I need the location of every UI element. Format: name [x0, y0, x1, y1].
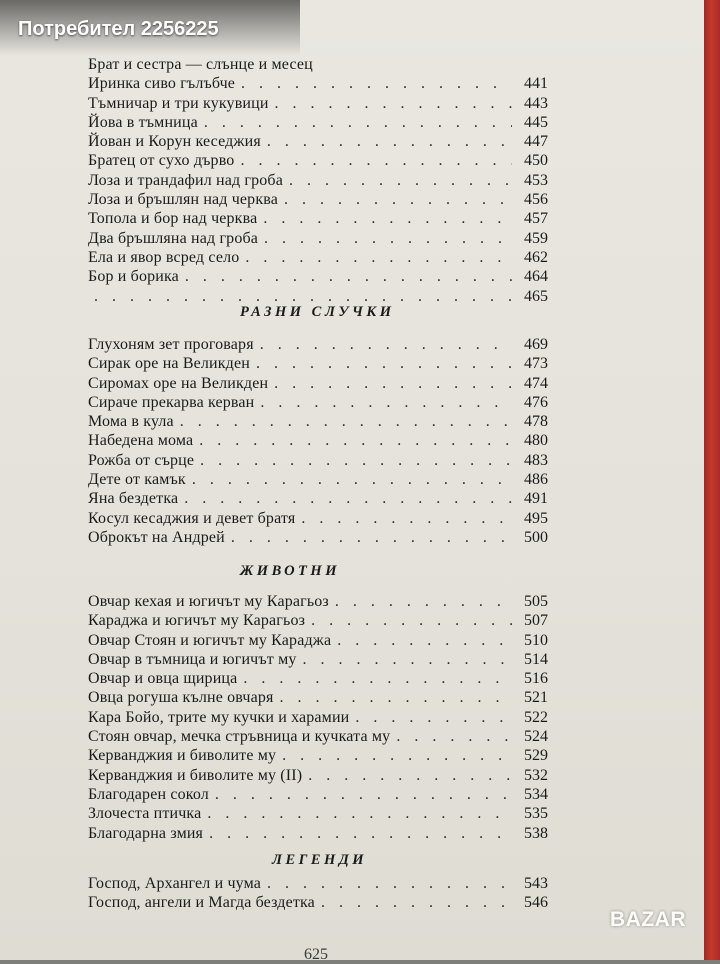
toc-entry: [88, 592, 548, 611]
toc-entry-page: 505: [524, 593, 548, 610]
section-heading-zhivotni: ЖИВОТНИ: [240, 563, 340, 579]
dot-leader: [261, 132, 512, 151]
dot-leader: [278, 190, 512, 209]
toc-entry-title: Глухоням зет проговаря: [88, 336, 254, 353]
toc-entry-title: Косул кесаджия и девет братя: [88, 509, 296, 527]
toc-entry: [88, 209, 548, 228]
toc-entry-page: 465: [524, 287, 548, 305]
toc-entry-page: 462: [524, 248, 548, 266]
toc-entry: [88, 94, 548, 113]
toc-entry-page: 459: [524, 229, 548, 247]
toc-entry: [88, 132, 548, 151]
dot-leader: [250, 354, 512, 373]
toc-entry: [88, 55, 548, 74]
toc-entry-page: 495: [524, 509, 548, 527]
toc-entry-page: 486: [524, 471, 548, 489]
toc-entry-page: 447: [524, 133, 548, 151]
toc-entry: [88, 287, 548, 306]
toc-entry-title: Сираче прекарва керван: [88, 393, 255, 411]
dot-leader: [331, 631, 512, 650]
toc-entry-page: 538: [524, 824, 548, 842]
dot-leader: [234, 151, 512, 170]
toc-section-razni-sluchki: [88, 335, 548, 547]
toc-entry: [88, 74, 548, 93]
toc-entry: [88, 785, 548, 804]
toc-entry: [88, 151, 548, 170]
toc-entry-title: Сиромах оре на Великден: [88, 374, 269, 392]
toc-entry-title: Керванджия и биволите му: [88, 747, 277, 765]
toc-entry-title: Тъмничар и три кукувици: [88, 94, 269, 112]
dot-leader: [329, 592, 512, 611]
toc-entry-title: Благодарна змия: [88, 824, 204, 842]
toc-entry: [88, 451, 548, 470]
user-badge: Потребител 2256225: [0, 0, 300, 56]
toc-entry-page: 529: [524, 747, 548, 765]
dot-leader: [297, 650, 512, 669]
toc-entry-title: Брат и сестра — слънце и месец: [88, 56, 313, 73]
dot-leader: [295, 509, 512, 528]
toc-entry-page: 483: [524, 451, 548, 469]
dot-leader: [283, 171, 512, 190]
toc-entry-title: Рожба от сърце: [88, 451, 195, 469]
toc-entry-page: 522: [524, 708, 548, 726]
toc-entry-page: 441: [524, 75, 548, 93]
toc-entry: [88, 374, 548, 393]
toc-entry-title: Караджа и югичът му Карагьоз: [88, 612, 306, 630]
toc-entry-title: Йова в тъмница: [88, 113, 198, 131]
toc-entry-title: Набедена мома: [88, 432, 194, 450]
toc-entry-title: Братец от сухо дърво: [88, 152, 235, 170]
toc-entry-title: Овца рогуша кълне овчаря: [88, 689, 274, 707]
dot-leader: [235, 74, 512, 93]
toc-entry-page: 445: [524, 113, 548, 131]
dot-leader: [237, 669, 512, 688]
toc-entry-page: 474: [524, 374, 548, 392]
toc-section-continued: [88, 55, 548, 306]
dot-leader: [225, 528, 512, 547]
toc-entry-title: Овчар Стоян и югичът му Караджа: [88, 631, 332, 649]
toc-entry-page: 443: [524, 94, 548, 112]
dot-leader: [254, 393, 512, 412]
toc-entry: [88, 470, 548, 489]
toc-entry: [88, 190, 548, 209]
dot-leader: [269, 94, 512, 113]
toc-entry-page: 507: [524, 612, 548, 630]
toc-entry: [88, 727, 548, 746]
toc-entry: [88, 335, 548, 354]
toc-entry-page: 535: [524, 805, 548, 823]
book-cover-edge: [704, 0, 720, 960]
dot-leader: [186, 470, 512, 489]
toc-entry: [88, 893, 548, 912]
toc-entry-page: 516: [524, 670, 548, 688]
dot-leader: [274, 688, 512, 707]
toc-entry-page: 457: [524, 210, 548, 228]
dot-leader: [209, 785, 512, 804]
dot-leader: [198, 113, 512, 132]
toc-entry-title: Сирак оре на Великден: [88, 355, 250, 373]
toc-entry-page: 476: [524, 393, 548, 411]
toc-entry-title: Лоза и бръшлян над черква: [88, 191, 278, 209]
toc-entry-title: Керванджия и биволите му (II): [88, 766, 303, 784]
toc-entry-page: 480: [524, 432, 548, 450]
toc-entry: [88, 248, 548, 267]
dot-leader: [261, 874, 512, 893]
dot-leader: [203, 824, 512, 843]
toc-entry-page: 464: [524, 268, 548, 286]
toc-entry: [88, 611, 548, 630]
toc-entry-title: Кара Бойо, трите му кучки и харамии: [88, 708, 350, 726]
dot-leader: [174, 412, 512, 431]
dot-leader: [257, 209, 512, 228]
toc-entry-title: Йован и Корун кеседжия: [88, 133, 261, 151]
dot-leader: [305, 611, 512, 630]
toc-entry: [88, 824, 548, 843]
toc-entry-title: Злочеста птичка: [88, 805, 202, 823]
toc-entry: [88, 631, 548, 650]
toc-entry: [88, 412, 548, 431]
toc-entry-title: Господ, ангели и Магда бездетка: [88, 894, 315, 912]
toc-entry: [88, 746, 548, 765]
watermark-logo: [610, 908, 710, 948]
dot-leader: [349, 708, 512, 727]
dot-leader: [390, 727, 512, 746]
toc-entry-title: Иринка сиво гълъбче: [88, 75, 236, 93]
toc-entry: [88, 766, 548, 785]
toc-section-zhivotni: [88, 592, 548, 843]
toc-entry-page: 500: [524, 528, 548, 546]
toc-entry: [88, 354, 548, 373]
dot-leader: [193, 431, 512, 450]
toc-entry: [88, 688, 548, 707]
watermark-text: BAZAR: [610, 908, 686, 931]
dot-leader: [88, 287, 512, 306]
toc-entry-title: Топола и бор над черква: [88, 210, 258, 228]
toc-entry: [88, 393, 548, 412]
toc-entry-title: Овчар и овца щирица: [88, 670, 238, 688]
toc-entry-page: 453: [524, 171, 548, 189]
dot-leader: [178, 489, 512, 508]
toc-entry: [88, 113, 548, 132]
toc-entry-page: 456: [524, 191, 548, 209]
toc-entry-title: Стоян овчар, мечка стръвница и кучката му: [88, 728, 391, 746]
toc-entry-page: 532: [524, 766, 548, 784]
toc-entry-title: Овчар кехая и югичът му Карагьоз: [88, 593, 329, 610]
toc-entry-title: Благодарен сокол: [88, 785, 209, 803]
toc-entry-page: 514: [524, 650, 548, 668]
dot-leader: [302, 766, 512, 785]
dot-leader: [254, 335, 512, 354]
toc-entry-page: 534: [524, 785, 548, 803]
toc-entry-title: Бор и борика: [88, 268, 179, 286]
toc-entry-page: 521: [524, 689, 548, 707]
dot-leader: [268, 374, 512, 393]
toc-entry-page: 491: [524, 490, 548, 508]
dot-leader: [315, 893, 512, 912]
toc-entry-title: Овчар в тъмница и югичът му: [88, 650, 297, 668]
toc-entry: [88, 708, 548, 727]
toc-entry-title: Ела и явор всред село: [88, 248, 240, 266]
toc-entry-page: 546: [524, 894, 548, 912]
page-number: 625: [304, 946, 328, 963]
toc-entry-title: Лоза и трандафил над гроба: [88, 171, 283, 189]
toc-entry-page: 478: [524, 413, 548, 431]
section-heading-legendi: ЛЕГЕНДИ: [272, 852, 368, 868]
toc-entry: [88, 267, 548, 286]
toc-entry: [88, 509, 548, 528]
toc-entry: [88, 874, 548, 893]
toc-entry-page: 524: [524, 728, 548, 746]
section-heading-razni-sluchki: РАЗНИ СЛУЧКИ: [240, 304, 395, 320]
toc-entry: [88, 528, 548, 547]
dot-leader: [239, 248, 512, 267]
toc-entry-page: 469: [524, 336, 548, 353]
toc-entry: [88, 804, 548, 823]
toc-entry: [88, 650, 548, 669]
toc-entry-page: 450: [524, 152, 548, 170]
dot-leader: [258, 229, 512, 248]
toc-entry-title: Мома в кула: [88, 413, 174, 431]
toc-entry-page: 510: [524, 631, 548, 649]
toc-section-legendi: [88, 874, 548, 913]
toc-entry: [88, 669, 548, 688]
dot-leader: [276, 746, 512, 765]
toc-entry: [88, 431, 548, 450]
dot-leader: [194, 451, 512, 470]
toc-entry-title: Два бръшляна над гроба: [88, 229, 259, 247]
dot-leader: [201, 804, 512, 823]
toc-entry-page: 543: [524, 875, 548, 892]
dot-leader: [179, 267, 512, 286]
toc-entry: [88, 171, 548, 190]
toc-entry: [88, 229, 548, 248]
toc-entry-title: Яна бездетка: [88, 490, 179, 508]
toc-entry-title: Оброкът на Андрей: [88, 528, 225, 546]
toc-entry-title: Господ, Архангел и чума: [88, 875, 261, 892]
toc-entry: [88, 489, 548, 508]
toc-entry-page: 473: [524, 355, 548, 373]
toc-entry-title: Дете от камък: [88, 471, 186, 489]
